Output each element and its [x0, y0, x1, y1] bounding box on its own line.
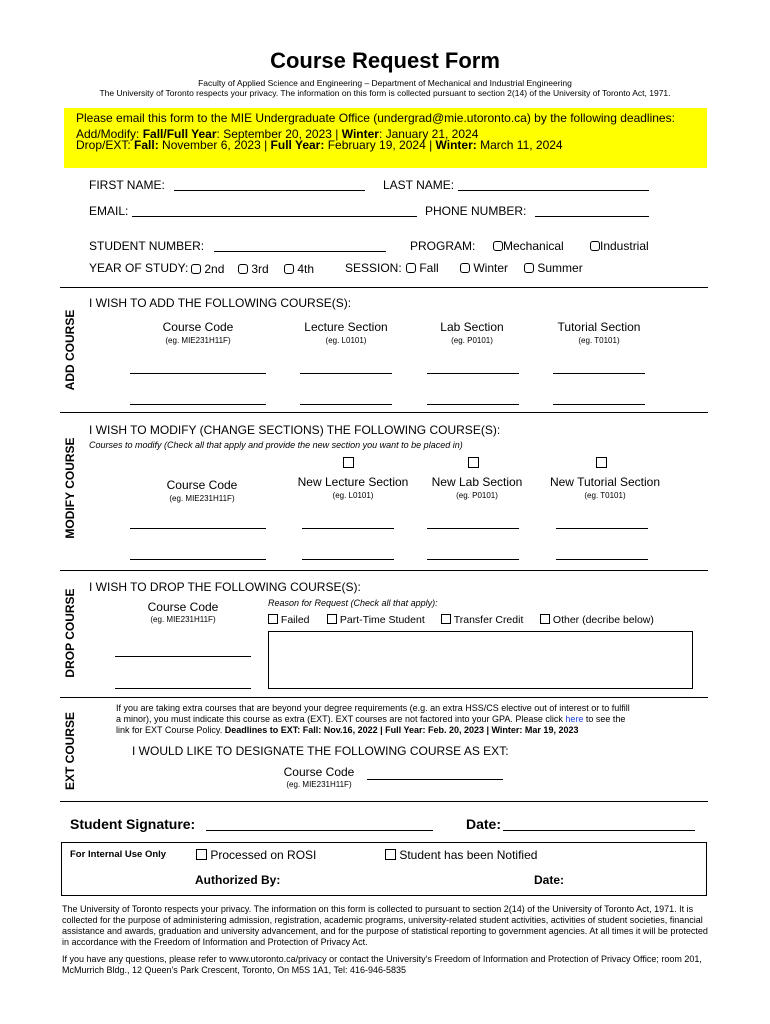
- add-col-tutorial-example: (eg. T0101): [578, 336, 620, 345]
- modify-tutorial-checkbox[interactable]: [596, 457, 607, 468]
- modify-col-tutorial-example: (eg. T0101): [584, 491, 626, 500]
- privacy-subtitle: The University of Toronto respects your privacy. The information on this form is collected pursuant to section 2(14) of the University of Toronto Act, 1971.: [99, 88, 671, 98]
- year-of-study-label: YEAR OF STUDY:: [89, 261, 189, 275]
- ext-heading: I WOULD LIKE TO DESIGNATE THE FOLLOWING COURSE AS EXT:: [132, 744, 509, 758]
- add-col-tutorial: Tutorial Section: [557, 320, 641, 334]
- modify-lab-field[interactable]: [427, 559, 519, 560]
- add-course-side-label: ADD COURSE: [63, 309, 77, 391]
- add-col-lab: Lab Section: [440, 320, 504, 334]
- email-field[interactable]: [132, 216, 417, 217]
- summer-radio[interactable]: [524, 263, 534, 273]
- drop-ext-deadlines: Drop/EXT: Fall: November 6, 2023 | Full Year: February 19, 2024 | Winter: March 11, 2024: [76, 138, 563, 152]
- session-label: SESSION:: [345, 261, 402, 275]
- contact-statement: If you have any questions, please refer to www.utoronto.ca/privacy or contact the University's Freedom of Information and Protection of Privacy Office; room 201, McMurrich Bldg., 12 Queen's Park Crescent, Toronto, On M5S 1A1, Tel: 416-946-5835: [62, 954, 702, 975]
- email-label: EMAIL:: [89, 204, 129, 218]
- drop-course-code-field[interactable]: [115, 656, 251, 657]
- divider: [60, 697, 708, 698]
- modify-col-lecture: New Lecture Section: [297, 475, 409, 489]
- other-checkbox[interactable]: [540, 614, 550, 624]
- processed-checkbox[interactable]: [196, 849, 207, 860]
- signature-date-label: Date:: [466, 816, 502, 832]
- modify-lab-field[interactable]: [427, 528, 519, 529]
- student-number-label: STUDENT NUMBER:: [89, 239, 205, 253]
- reason-other[interactable]: Other (decribe below): [540, 614, 654, 626]
- drop-col-course-code: Course Code: [147, 600, 219, 614]
- add-tutorial-field[interactable]: [553, 373, 645, 374]
- modify-lab-checkbox[interactable]: [468, 457, 479, 468]
- drop-heading: I WISH TO DROP THE FOLLOWING COURSE(S):: [89, 580, 361, 594]
- ext-paragraph: If you are taking extra courses that are beyond your degree requirements (e.g. an extra HSS/CS elective out of interest or to fulfill a minor), you must indicate this course as extra (EXT). EXT courses are not factored into your GPA. Please click here to see the link for EXT Course Policy. Deadlines to EXT: Fall: Nov.16, 2022 | Full Year: Feb. 20, 2023 | Winter: Mar 19, 2023: [116, 703, 630, 735]
- signature-date-field[interactable]: [503, 830, 695, 831]
- divider: [60, 412, 708, 413]
- modify-col-lab-example: (eg. P0101): [456, 491, 498, 500]
- add-lab-field[interactable]: [427, 404, 519, 405]
- year-option-4th[interactable]: 4th: [284, 262, 314, 276]
- processed-on-rosi[interactable]: Processed on ROSI: [196, 848, 316, 862]
- year-2nd-radio[interactable]: [191, 264, 201, 274]
- add-col-lab-example: (eg. P0101): [451, 336, 493, 345]
- modify-col-course-code-example: (eg. MIE231H11F): [169, 494, 235, 503]
- modify-tutorial-field[interactable]: [556, 528, 648, 529]
- reason-transfer-credit[interactable]: Transfer Credit: [441, 614, 523, 626]
- ext-course-code-label: Course Code: [283, 765, 355, 779]
- modify-lecture-checkbox[interactable]: [343, 457, 354, 468]
- ext-course-code-example: (eg. MIE231H11F): [286, 780, 352, 789]
- add-lecture-field[interactable]: [300, 404, 392, 405]
- modify-col-tutorial: New Tutorial Section: [549, 475, 661, 489]
- divider: [60, 570, 708, 571]
- drop-reason-label: Reason for Request (Check all that apply):: [268, 598, 438, 608]
- internal-date-label: Date:: [534, 873, 565, 887]
- year-option-3rd[interactable]: 3rd: [238, 262, 269, 276]
- year-4th-radio[interactable]: [284, 264, 294, 274]
- winter-radio[interactable]: [460, 263, 470, 273]
- session-option-winter[interactable]: Winter: [460, 261, 508, 275]
- modify-instructions: Courses to modify (Check all that apply and provide the new section you want to be placed in): [89, 440, 463, 450]
- part-time-checkbox[interactable]: [327, 614, 337, 624]
- industrial-radio[interactable]: [590, 241, 600, 251]
- add-col-lecture-example: (eg. L0101): [325, 336, 367, 345]
- failed-checkbox[interactable]: [268, 614, 278, 624]
- divider: [60, 287, 708, 288]
- ext-policy-link[interactable]: here: [565, 714, 584, 724]
- modify-lecture-field[interactable]: [302, 528, 394, 529]
- modify-tutorial-field[interactable]: [556, 559, 648, 560]
- add-lecture-field[interactable]: [300, 373, 392, 374]
- faculty-subtitle: Faculty of Applied Science and Engineering – Department of Mechanical and Industrial Engineering: [198, 78, 572, 88]
- program-label: PROGRAM:: [410, 239, 476, 253]
- student-notified[interactable]: Student has been Notified: [385, 848, 537, 862]
- add-lab-field[interactable]: [427, 373, 519, 374]
- add-course-code-field[interactable]: [130, 404, 266, 405]
- modify-course-code-field[interactable]: [130, 559, 266, 560]
- form-title: Course Request Form: [270, 48, 500, 73]
- last-name-label: LAST NAME:: [383, 178, 455, 192]
- add-col-course-code-example: (eg. MIE231H11F): [165, 336, 231, 345]
- add-heading: I WISH TO ADD THE FOLLOWING COURSE(S):: [89, 296, 352, 310]
- deadlines-intro: Please email this form to the MIE Undergraduate Office (undergrad@mie.utoronto.ca) by the following deadlines:: [76, 111, 675, 125]
- drop-course-side-label: DROP COURSE: [63, 588, 77, 678]
- divider: [60, 801, 708, 802]
- modify-lecture-field[interactable]: [302, 559, 394, 560]
- student-number-field[interactable]: [214, 251, 386, 252]
- program-option-mechanical[interactable]: Mechanical: [493, 239, 564, 253]
- notified-checkbox[interactable]: [385, 849, 396, 860]
- modify-course-code-field[interactable]: [130, 528, 266, 529]
- authorized-by-label: Authorized By:: [195, 873, 281, 887]
- reason-part-time[interactable]: Part-Time Student: [327, 614, 425, 626]
- phone-field[interactable]: [535, 216, 649, 217]
- phone-label: PHONE NUMBER:: [425, 204, 527, 218]
- ext-course-code-field[interactable]: [367, 779, 503, 780]
- add-tutorial-field[interactable]: [553, 404, 645, 405]
- privacy-statement: The University of Toronto respects your privacy. The information on this form is collected to pursuant to section 2(14) of the University of Toronto Act, 1971. It is collected for the purpose of administering admission, registration, academic programs, university-related student activities, activities of student societies, financial assistance and awards, graduation and university advancement, and for the purpose of statistical reporting to government agencies. At all times it will be protected in accordance with the Freedom of Information and Protection of Privacy Act.: [62, 904, 708, 947]
- modify-col-lab: New Lab Section: [431, 475, 523, 489]
- deadlines-box: [64, 108, 707, 168]
- internal-use-label: For Internal Use Only: [70, 849, 167, 860]
- modify-col-lecture-example: (eg. L0101): [332, 491, 374, 500]
- reason-failed[interactable]: Failed: [268, 614, 310, 626]
- first-name-field[interactable]: [174, 190, 365, 191]
- session-option-summer[interactable]: Summer: [524, 261, 583, 275]
- drop-course-code-field[interactable]: [115, 688, 251, 689]
- modify-course-side-label: MODIFY COURSE: [63, 437, 77, 539]
- ext-course-side-label: EXT COURSE: [63, 712, 77, 791]
- modify-heading: I WISH TO MODIFY (CHANGE SECTIONS) THE FOLLOWING COURSE(S):: [89, 423, 501, 437]
- year-3rd-radio[interactable]: [238, 264, 248, 274]
- last-name-field[interactable]: [458, 190, 649, 191]
- transfer-credit-checkbox[interactable]: [441, 614, 451, 624]
- student-signature-label: Student Signature:: [70, 816, 196, 832]
- session-option-fall[interactable]: Fall: [406, 261, 439, 275]
- add-col-lecture: Lecture Section: [304, 320, 388, 334]
- year-option-2nd[interactable]: 2nd: [191, 262, 224, 276]
- drop-reason-textbox[interactable]: [268, 631, 693, 689]
- drop-col-course-code-example: (eg. MIE231H11F): [150, 615, 216, 624]
- add-modify-deadlines: Add/Modify: Fall/Full Year: September 20, 2023 | Winter: January 21, 2024: [76, 127, 479, 141]
- add-col-course-code: Course Code: [162, 320, 234, 334]
- modify-col-course-code: Course Code: [166, 478, 238, 492]
- fall-radio[interactable]: [406, 263, 416, 273]
- student-signature-field[interactable]: [206, 830, 433, 831]
- mechanical-radio[interactable]: [493, 241, 503, 251]
- program-option-industrial[interactable]: Industrial: [590, 239, 649, 253]
- add-course-code-field[interactable]: [130, 373, 266, 374]
- first-name-label: FIRST NAME:: [89, 178, 165, 192]
